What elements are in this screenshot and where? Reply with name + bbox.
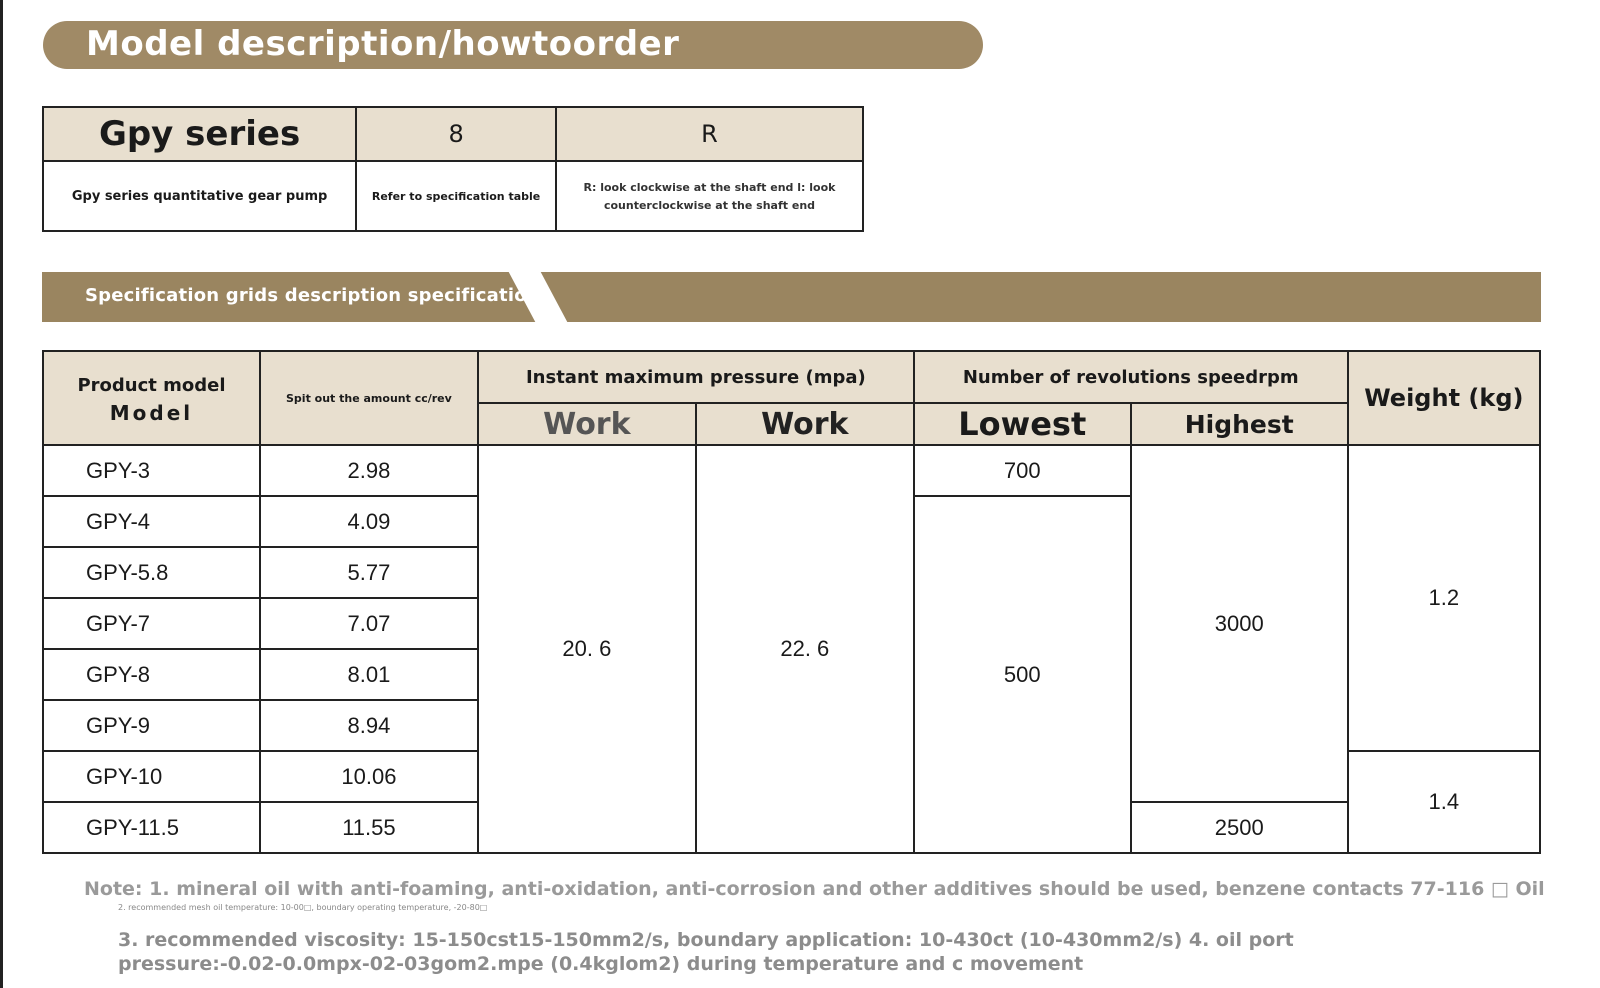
model-cell: GPY-3 [43,445,260,496]
model-cell: GPY-9 [43,700,260,751]
header-weight: Weight (kg) [1348,351,1540,445]
order-header-displacement: 8 [356,107,556,161]
work-pressure-1-cell: 20. 6 [478,445,696,853]
header-work-pressure-1: Work [478,403,696,445]
specification-table [42,350,1541,854]
displacement-cell: 4.09 [260,496,478,547]
highest-speed-cell: 2500 [1131,802,1348,853]
order-description-row [43,161,863,231]
order-header-series: Gpy series [43,107,356,161]
header-product-model: Product model Model [43,351,260,445]
title-banner [43,21,983,69]
spec-section-title: Specification grids description specification: [85,285,548,306]
displacement-cell: 10.06 [260,751,478,802]
order-desc-series: Gpy series quantitative gear pump [43,161,356,231]
header-work-pressure-2: Work [696,403,914,445]
order-desc-displacement: Refer to specification table [356,161,556,231]
displacement-cell: 2.98 [260,445,478,496]
spec-header-row-1 [43,351,1540,403]
header-speed-group: Number of revolutions speedrpm [914,351,1348,403]
left-border-line [0,0,3,988]
displacement-cell: 8.01 [260,649,478,700]
displacement-cell: 11.55 [260,802,478,853]
page-title: Model description/howtoorder [86,24,680,64]
header-pressure-group: Instant maximum pressure (mpa) [478,351,914,403]
note-line-2: 2. recommended mesh oil temperature: 10-00□, boundary operating temperature, -20-80□ [118,903,488,912]
order-desc-rotation: R: look clockwise at the shaft end l: look counterclockwise at the shaft end [556,161,863,231]
displacement-cell: 7.07 [260,598,478,649]
model-cell: GPY-8 [43,649,260,700]
highest-speed-cell: 3000 [1131,445,1348,802]
lowest-speed-cell: 500 [914,496,1131,853]
header-spit-out: Spit out the amount cc/rev [260,351,478,445]
order-header-rotation: R [556,107,863,161]
weight-cell: 1.4 [1348,751,1540,853]
model-cell: GPY-10 [43,751,260,802]
spec-section-banner [42,272,1541,322]
table-row [43,445,1540,496]
model-cell: GPY-5.8 [43,547,260,598]
header-speed-lowest: Lowest [914,403,1131,445]
header-speed-highest: Highest [1131,403,1348,445]
displacement-cell: 8.94 [260,700,478,751]
lowest-speed-cell: 700 [914,445,1131,496]
order-header-row [43,107,863,161]
weight-cell: 1.2 [1348,445,1540,751]
model-cell: GPY-4 [43,496,260,547]
displacement-cell: 5.77 [260,547,478,598]
note-line-1: Note: 1. mineral oil with anti-foaming, anti-oxidation, anti-corrosion and other additives should be used, benzene contacts 77-116 □ Oil [84,878,1545,900]
model-cell: GPY-11.5 [43,802,260,853]
model-cell: GPY-7 [43,598,260,649]
note-line-3: 3. recommended viscosity: 15-150cst15-150mm2/s, boundary application: 10-430ct (10-430mm2/s) 4. oil port pressure:-0.02-0.0mpx-02-03gom2.mpe (0.4kglom2) during temperature and c movement [118,929,1294,975]
work-pressure-2-cell: 22. 6 [696,445,914,853]
order-code-table [42,106,864,232]
